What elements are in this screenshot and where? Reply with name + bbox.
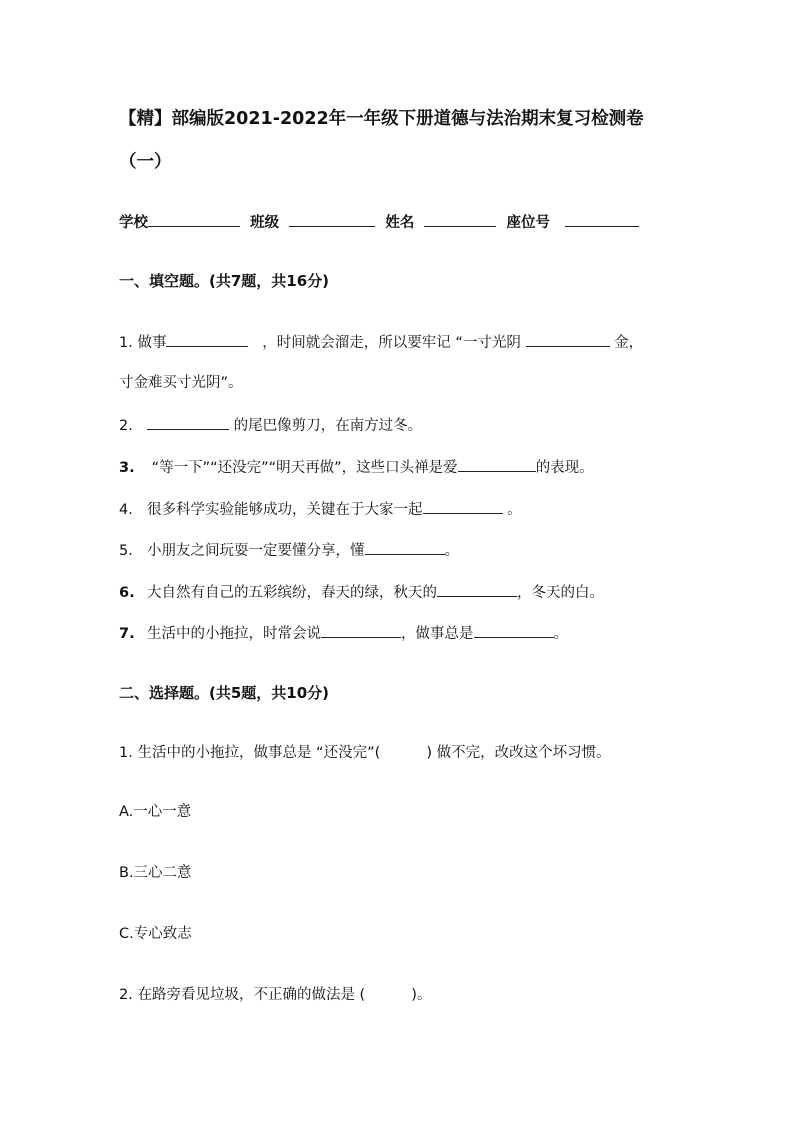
choice-question-2: 2. 在路旁看见垃圾，不正确的做法是 ( )。 <box>119 987 432 1003</box>
fill-question-4: 4. 很多科学实验能够成功，关键在于大家一起 。 <box>119 498 522 520</box>
seat-label: 座位号 <box>506 215 551 231</box>
question-number: 5. <box>119 543 133 559</box>
question-number: 4. <box>119 502 133 518</box>
choice-option-c[interactable]: C.专心致志 <box>119 926 192 942</box>
fill-question-1: 1. 做事 ，时间就会溜走，所以要牢记 “一寸光阴 金， <box>119 331 643 353</box>
answer-blank[interactable] <box>147 414 229 430</box>
class-label: 班级 <box>250 215 280 231</box>
question-number: 1. <box>119 745 133 761</box>
school-label: 学校 <box>119 215 148 231</box>
fill-question-5: 5. 小朋友之间玩耍一定要懂分享，懂 。 <box>119 539 459 561</box>
section-choice-heading: 二、选择题。(共5题，共10分) <box>119 684 330 702</box>
name-blank[interactable] <box>424 211 496 227</box>
answer-blank[interactable] <box>423 498 503 514</box>
question-number: 7. <box>119 626 135 642</box>
fill-question-2: 2. 的尾巴像剪刀，在南方过冬。 <box>119 414 422 436</box>
choice-option-b[interactable]: B.三心二意 <box>119 865 192 881</box>
question-number: 2. <box>119 418 133 434</box>
choice-question-1: 1. 生活中的小拖拉，做事总是 “还没完”( ) 做不完，改改这个坏习惯。 <box>119 745 611 761</box>
question-number: 1. <box>119 335 133 351</box>
student-info-row <box>119 211 639 233</box>
choice-option-a[interactable]: A.一心一意 <box>119 804 192 820</box>
answer-blank[interactable] <box>526 331 610 347</box>
answer-blank[interactable] <box>437 581 517 597</box>
fill-question-6: 6. 大自然有自己的五彩缤纷，春天的绿，秋天的 ，冬天的白。 <box>119 581 604 603</box>
question-number: 2. <box>119 987 133 1003</box>
section-fill-blank-heading: 一、填空题。(共7题，共16分) <box>119 272 330 290</box>
answer-blank[interactable] <box>321 622 401 638</box>
question-number: 3. <box>119 460 135 476</box>
name-label: 姓名 <box>385 215 415 231</box>
seat-blank[interactable] <box>565 211 639 227</box>
exam-title-volume: （一） <box>119 152 172 172</box>
question-number: 6. <box>119 585 135 601</box>
answer-blank[interactable] <box>166 331 248 347</box>
exam-title: 【精】部编版2021-2022年一年级下册道德与法治期末复习检测卷 <box>119 109 644 129</box>
answer-blank[interactable] <box>474 622 554 638</box>
school-blank[interactable] <box>148 211 240 227</box>
answer-blank[interactable] <box>365 539 445 555</box>
answer-blank[interactable] <box>458 456 536 472</box>
fill-question-7: 7. 生活中的小拖拉，时常会说 ，做事总是 。 <box>119 622 568 644</box>
fill-question-3: 3. “等一下”“还没完”“明天再做”，这些口头禅是爱 的表现。 <box>119 456 594 478</box>
class-blank[interactable] <box>289 211 375 227</box>
fill-question-1-continued: 寸金难买寸光阴”。 <box>119 375 243 391</box>
